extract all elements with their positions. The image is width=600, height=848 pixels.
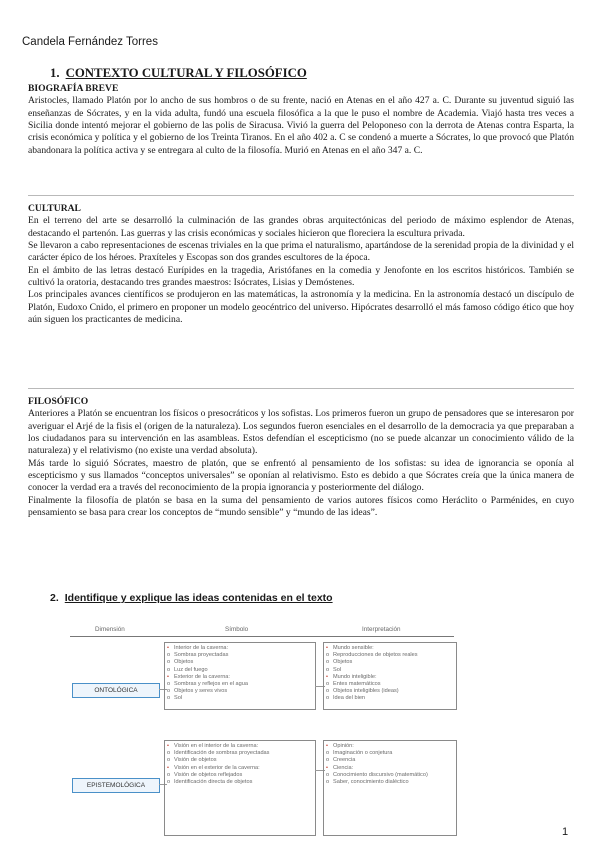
table-item-text: Objetos [174,659,194,666]
red-bullet-icon: • [167,673,169,680]
circle-bullet-icon: o [326,771,330,778]
table-item-text: Sombras y reflejos en el agua [174,681,249,688]
author-name: Candela Fernández Torres [22,36,158,48]
table-list-item [167,652,315,659]
circle-bullet-icon: o [326,779,330,786]
table-list-item [167,659,315,666]
row-dimension-ontologica: ONTOLÓGICA [72,683,160,698]
table-list-item [167,757,315,764]
circle-bullet-icon: o [326,757,330,764]
table-list-item [326,743,456,750]
circle-bullet-icon: o [326,681,330,688]
table-item-text: Ciencia: [333,764,354,771]
section-1-title: CONTEXTO CULTURAL Y FILOSÓFICO [65,66,307,80]
circle-bullet-icon: o [167,779,171,786]
table-list-item [326,645,456,652]
table-list-item [167,779,315,786]
cultural-paragraph: En el ámbito de las letras destacó Eurípides en la tragedia, Aristófanes en la comedia y Jenofonte en los escritos históricos. También se cultivó la oratoria, destacando tres grandes maestros: Isócrates, Lisias y Demóstenes. [28,264,574,289]
table-list-item [167,765,315,772]
symbol-list-epistemologica [167,743,315,786]
circle-bullet-icon: o [326,695,330,702]
table-header-dimension: Dimensión [95,626,125,633]
circle-bullet-icon: o [167,666,171,673]
table-list-item [167,667,315,674]
red-bullet-icon: • [167,764,169,771]
table-list-item [326,674,456,681]
cultural-paragraph: Los principales avances científicos se produjeron en las matemáticas, la astronomía y la medicina. En la astronomía destacó un discípulo de Platón, Eudoxo Cnido, el primero en proponer un modelo geocéntrico del universo. Hipócrates desarrolló el más famoso código ético que hoy aún siguen los practicantes de medicina. [28,289,574,326]
table-header-interpretation: Interpretación [362,626,401,633]
table-item-text: Visión de objetos [174,757,217,764]
table-list-item [167,743,315,750]
table-item-text: Mundo sensible: [333,645,374,651]
table-item-text: Reproducciones de objetos reales [333,652,418,659]
filosofico-paragraph: Finalmente la filosofía de platón se basa en la suma del pensamiento de varios autores físicos como Heráclito o Parménides, en cuyo pensamiento se basa para crear los conceptos de “mundo sensible” y “mundo de las ideas”. [28,494,574,519]
table-item-text: Idea del bien [333,695,366,702]
table-item-text: Objetos [333,659,353,666]
circle-bullet-icon: o [167,652,171,659]
table-item-text: Saber, conocimiento dialéctico [333,779,409,786]
table-item-text: Visión de objetos reflejados [174,771,243,778]
red-bullet-icon: • [326,645,328,651]
table-list-item [326,659,456,666]
red-bullet-icon: • [326,743,328,749]
section-1-heading [50,66,307,81]
red-bullet-icon: • [326,764,328,771]
table-header-symbol: Símbolo [225,626,249,633]
table-item-text: Visión en el exterior de la caverna: [174,764,260,771]
table-item-text: Sombras proyectadas [174,652,229,659]
table-list-item [326,779,456,786]
interpretation-cell-epistemologica [323,740,457,836]
symbol-cell-ontologica [164,642,316,710]
table-item-text: Sol [333,666,342,673]
filosofico-paragraph: Más tarde lo siguió Sócrates, maestro de platón, que se enfrentó al pensamiento de los sofistas: su idea de ignorancia se oponía al escepticismo y sus llamados “conceptos universales” se oponían al relativismo. Esto es debido a que Sócrates creía que la única manera de conocer la verdad era a través del reconocimiento de la propia ignorancia y posteriormente del diálogo. [28,457,574,494]
table-list-item [167,695,315,702]
section-1-number: 1. [50,66,60,80]
circle-bullet-icon: o [326,750,330,757]
bio-block [28,83,574,157]
circle-bullet-icon: o [167,750,171,757]
filosofico-block [28,396,574,519]
circle-bullet-icon: o [167,757,171,764]
table-item-text: Opinión: [333,743,354,749]
table-item-text: Objetos y seres vivos [174,688,228,695]
table-item-text: Mundo inteligible: [333,673,377,680]
table-list-item [167,681,315,688]
page-number: 1 [562,826,569,838]
circle-bullet-icon: o [167,771,171,778]
table-item-text: Entes matemáticos [333,681,381,688]
symbol-cell-epistemologica [164,740,316,836]
table-list-item [326,688,456,695]
filosofico-title: FILOSÓFICO [28,396,89,407]
divider [28,388,574,389]
table-item-text: Luz del fuego [174,666,208,673]
divider [28,195,574,196]
table-list-item [326,750,456,757]
table-list-item [326,695,456,702]
table-item-text: Identificación directa de objetos [174,779,253,786]
section-2-title: Identifique y explique las ideas contenidas en el texto [64,592,333,604]
red-bullet-icon: • [326,673,328,680]
table-item-text: Objetos inteligibles (ideas) [333,688,399,695]
filosofico-paragraph: Anteriores a Platón se encuentran los físicos o presocráticos y los sofistas. Los primeros fueron un grupo de pensadores que se interesaron por averiguar el Arjé de la fisis el (origen de la naturaleza). Los segundos fueron esenciales en el desarrollo de la democracia ya que preparaban a los ciudadanos para su intervención en las asambleas. Estos defendían el escepticismo (no se puede alcanzar un conocimiento válido de la naturaleza) y el relativismo (no existe una verdad absoluta). [28,408,574,457]
circle-bullet-icon: o [167,681,171,688]
red-bullet-icon: • [167,645,169,651]
caverna-table-figure [70,622,460,834]
table-list-item [326,757,456,764]
table-list-item [167,674,315,681]
table-list-item [326,681,456,688]
interpretation-list-ontologica [326,645,456,703]
circle-bullet-icon: o [326,666,330,673]
circle-bullet-icon: o [167,688,171,695]
cultural-paragraph: En el terreno del arte se desarrolló la culminación de las grandes obras arquitectónicas del periodo de máximo esplendor de Atenas, destacando el partenón. Las guerras y las crisis económicas y sociales hicieron que floreciera la escultura privada. [28,215,574,239]
table-item-text: Conocimiento discursivo (matemático) [333,771,428,778]
table-list-item [326,652,456,659]
cultural-title: CULTURAL [28,203,81,214]
row-dimension-epistemologica: EPISTEMOLÓGICA [72,778,160,793]
circle-bullet-icon: o [326,652,330,659]
section-2-heading [50,592,333,604]
circle-bullet-icon: o [167,659,171,666]
circle-bullet-icon: o [326,659,330,666]
interpretation-cell-ontologica [323,642,457,710]
section-2-number: 2. [50,592,59,604]
table-item-text: Exterior de la caverna: [174,673,230,680]
table-list-item [167,688,315,695]
table-list-item [167,772,315,779]
red-bullet-icon: • [167,743,169,749]
table-list-item [326,667,456,674]
cultural-paragraph: Se llevaron a cabo representaciones de escenas triviales en la que prima el naturalismo, apartándose de la serenidad propia de la divinidad y el carácter épico de los héroes. Praxíteles y Escopas son dos grandes escultores de la época. [28,240,574,264]
symbol-list-ontologica [167,645,315,703]
table-list-item [167,750,315,757]
circle-bullet-icon: o [326,688,330,695]
table-item-text: Interior de la caverna: [174,645,229,651]
cultural-block [28,203,574,326]
bio-title: BIOGRAFÍA BREVE [28,83,119,94]
table-item-text: Creencia [333,757,356,764]
table-list-item [167,645,315,652]
table-list-item [326,765,456,772]
table-item-text: Visión en el interior de la caverna: [174,743,259,749]
table-item-text: Sol [174,695,183,702]
bio-text: Aristocles, llamado Platón por lo ancho de sus hombros o de su frente, nació en Atenas en el año 427 a. C. Durante su juventud siguió las enseñanzas de Sócrates, y en la vida adulta, fundó una escuela filosófica a la que le puso el nombre de Academia. Viajó hasta tres veces a Sicilia donde intentó mejorar el gobierno de las polis de Siracusa. Vivió la guerra del Peloponeso con la derrota de Atenas contra Esparta, la crisis económica y política y el gobierno de los Treinta Tiranos. En el año 402 a. C se condenó a muerte a Sócrates, lo que provocó que Platón abandonara la política activa y se entregara al culto de la filosofía. Murió en Atenas en el año 347 a. C. [28,95,574,156]
table-item-text: Identificación de sombras proyectadas [174,750,270,757]
table-header-rule [70,636,454,637]
interpretation-list-epistemologica [326,743,456,786]
table-item-text: Imaginación o conjetura [333,750,393,757]
circle-bullet-icon: o [167,695,171,702]
table-list-item [326,772,456,779]
